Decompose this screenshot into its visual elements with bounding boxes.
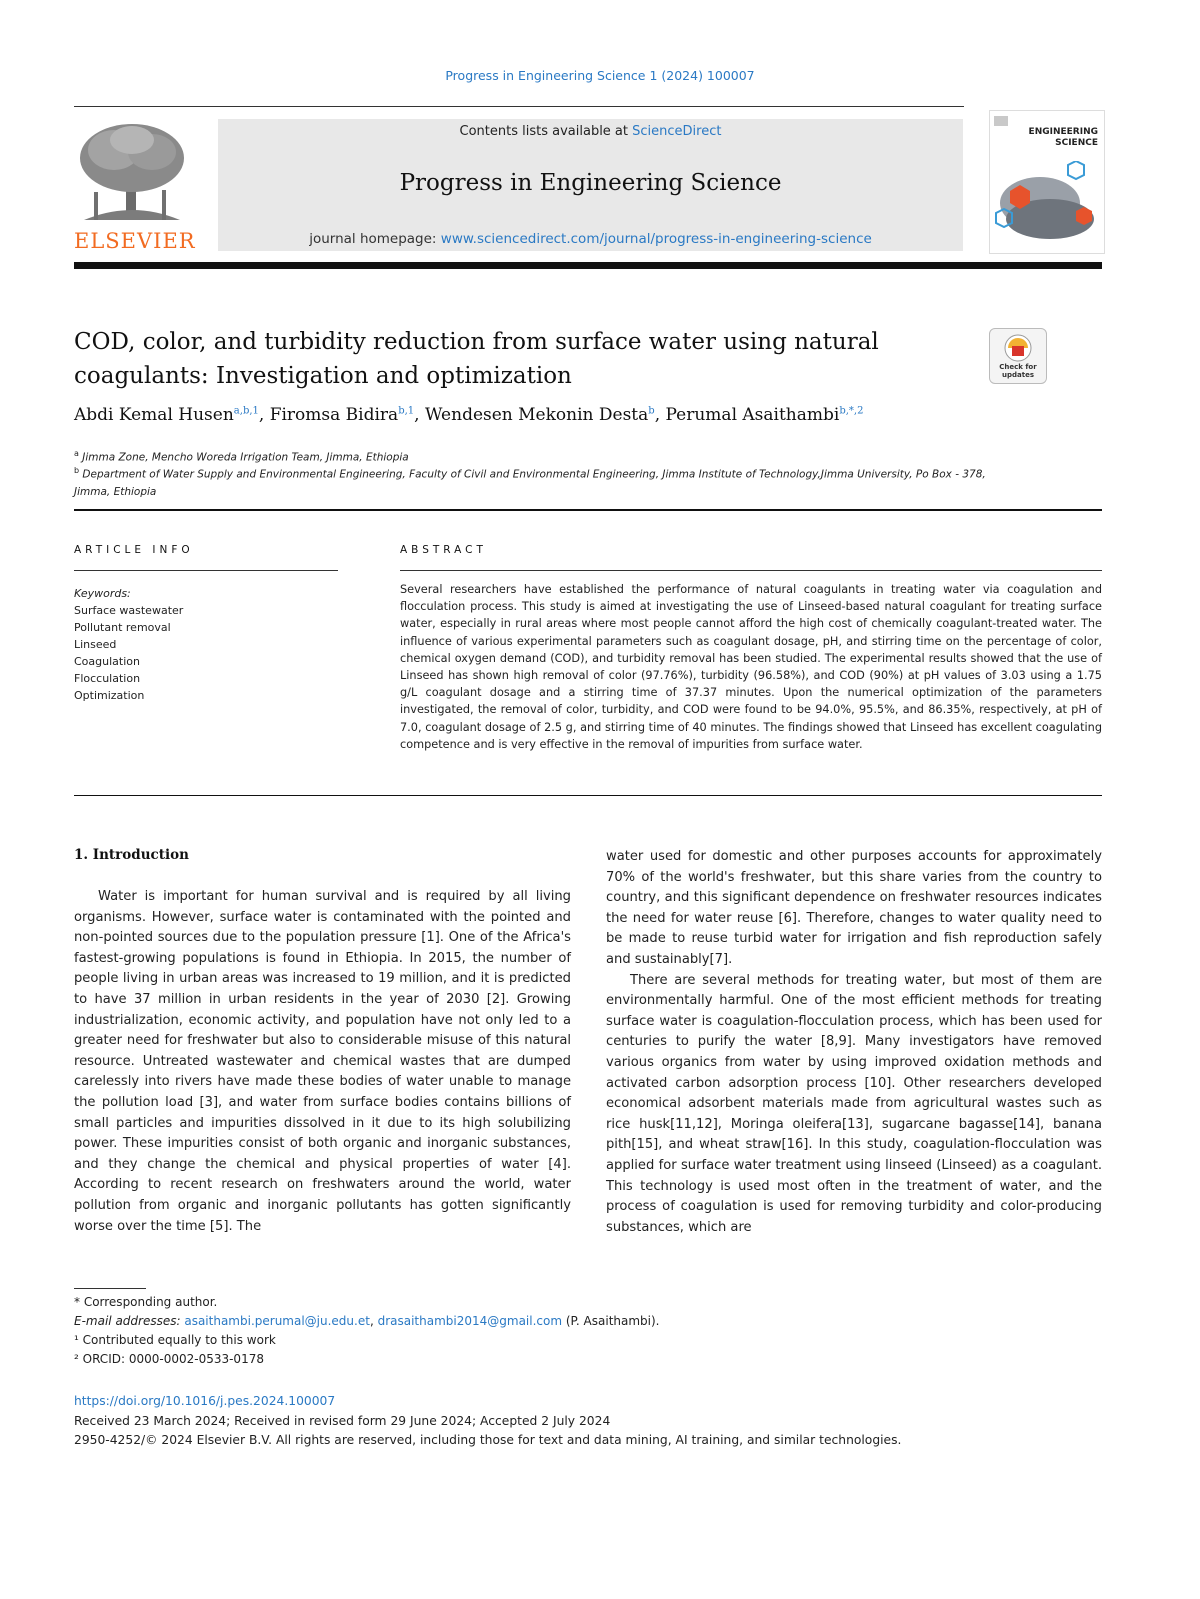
keyword: Optimization [74, 689, 145, 702]
affiliation-text: Department of Water Supply and Environmental Engineering, Faculty of Civil and Environmental Engineering, Jimma Institute of Technology,Jimma University, Po Box - 378, Jimma, Ethiopia [74, 468, 986, 498]
publisher-name: ELSEVIER [74, 229, 196, 253]
received-dates: Received 23 March 2024; Received in revised form 29 June 2024; Accepted 2 July 2024 [74, 1413, 611, 1428]
left-column [74, 887, 571, 1237]
doi-link[interactable]: https://doi.org/10.1016/j.pes.2024.100007 [74, 1394, 336, 1408]
body-paragraph: water used for domestic and other purposes accounts for approximately 70% of the world's freshwater, but this share varies from the country to country, and this significant dependence on freshwater resources indicates the need for water reuse [6]. Therefore, changes to water quality need to be made to reuse turbid water for irrigation and fish reproduction safely and sustainably[7]. [606, 849, 1102, 967]
body-paragraph: There are several methods for treating water, but most of them are environmentally harmful. One of the most efficient methods for treating surface water is coagulation-flocculation process, which has been used for centuries to purify the water [8,9]. Many investigators have removed various organics from water by using improved oxidation methods and activated carbon adsorption process [10]. Other researchers developed economical adsorbent materials made from agricultural wastes such as rice husk[11,12], Moringa oleifera[13], sugarcane bagasse[14], banana pith[15], and wheat straw[16]. In this study, coagulation-flocculation was applied for surface water treatment using linseed (Linseed) as a coagulant. This technology is used most often in the treatment of water, and the process of coagulation is used for removing turbidity and color-producing substances, which are [606, 972, 1102, 1235]
author-name[interactable]: Wendesen Mekonin Desta [424, 405, 649, 425]
cover-artwork [990, 161, 1104, 253]
abstract-bottom-rule [74, 795, 1102, 796]
masthead-rule [74, 262, 1102, 269]
article-title: COD, color, and turbidity reduction from surface water using natural coagulants: Investigation and optimization [74, 329, 879, 389]
email-suffix: (P. Asaithambi). [562, 1314, 660, 1328]
affiliation-text: Jimma Zone, Mencho Woreda Irrigation Team, Jimma, Ethiopia [82, 451, 409, 464]
crossmark-label: Check for updates [999, 363, 1037, 379]
author-affiliation-mark[interactable]: b,*,2 [839, 405, 864, 417]
author-list: Abdi Kemal Husen$^{a,b,1}$, Firomsa Bidira$^{b,1}$, Wendesen Mekonin Desta$^b$, Perumal Asaithambi$^{b,*,2}$ [74, 405, 864, 425]
email-separator: , [369, 1314, 378, 1328]
cover-title [1029, 127, 1098, 149]
keyword: Linseed [74, 638, 117, 651]
article-metadata [74, 1392, 1102, 1451]
right-column [606, 847, 1102, 1238]
abstract-text: Several researchers have established the performance of natural coagulants in treating water via coagulation and flocculation process. This study is aimed at investigating the use of Linseed-based natural coagulant for treating surface water, especially in rural areas where most people cannot afford the high cost of chemically coagulant-treated water. The influence of various experimental parameters such as coagulant dosage, pH, and stirring time on the percentage of color, chemical oxygen demand (COD), and turbidity removal has been studied. The experimental results showed that the use of Linseed has shown high removal of color (97.76%), turbidity (96.58%), and COD (90%) at pH values of 3.03 using a 1.75 g/L coagulant dosage and a stirring time of 37.37 minutes. Upon the numerical optimization of the parameters investigated, the removal of color, turbidity, and COD were found to be 94.0%, 95.5%, and 86.35%, respectively, at pH of 7.0, coagulant dosage of 2.5 g, and stirring time of 40 minutes. The findings showed that Linseed has excellent coagulating competence and is very effective in the removal of impurities from surface water. [400, 583, 1102, 751]
keyword: Coagulation [74, 655, 140, 668]
body-paragraph: Water is important for human survival and is required by all living organisms. However, surface water is contaminated with the pointed and non-pointed sources due to the population pressure [1]. One of the Africa's fastest-growing populations is found in Ethiopia. In 2015, the number of people living in urban areas was increased to 19 million, and it is predicted to have 37 million in urban residents in the year of 2030 [2]. Growing industrialization, economic activity, and population have not only led to a greater need for freshwater but also to considerable misuse of this natural resource. Untreated wastewater and chemical wastes that are dumped carelessly into rivers have made these bodies of water unable to manage the pollution load [3], and water from surface bodies contains billions of small particles and impurities dissolved in it due to its high solubilizing power. These impurities consist of both organic and inorganic substances, and they change the chemical and physical properties of water [4]. According to recent research on freshwaters around the world, water pollution from organic and inorganic pollutants has gotten significantly worse over the time [5]. The [74, 889, 571, 1234]
author-affiliation-mark[interactable]: b,1 [398, 405, 415, 417]
affiliation [74, 462, 994, 501]
keywords-label: Keywords: [74, 587, 131, 600]
sciencedirect-link[interactable]: ScienceDirect [632, 124, 722, 139]
keyword: Pollutant removal [74, 621, 171, 634]
email-link[interactable]: drasaithambi2014@gmail.com [377, 1314, 563, 1328]
cover-title-line1: ENGINEERING [1028, 127, 1098, 137]
section-heading-introduction: 1. Introduction [74, 847, 189, 863]
abstract-rule [400, 570, 1102, 571]
journal-homepage [218, 231, 963, 247]
article-info-rule [74, 570, 338, 571]
email-link[interactable]: asaithambi.perumal@ju.edu.et [184, 1314, 370, 1328]
author-name[interactable]: Perumal Asaithambi [665, 405, 840, 425]
elsevier-tree-logo [74, 120, 190, 228]
footnote-rule [74, 1288, 146, 1289]
cover-title-line2: SCIENCE [1055, 138, 1098, 148]
author-name[interactable]: Firomsa Bidira [269, 405, 399, 425]
footnotes [74, 1293, 774, 1369]
author-affiliation-mark[interactable]: a,b,1 [233, 405, 259, 417]
keywords-block [74, 585, 183, 704]
keyword: Flocculation [74, 672, 141, 685]
corresponding-author-note: * Corresponding author. [74, 1295, 218, 1309]
affiliation-mark: a [74, 449, 79, 458]
copyright-notice: 2950-4252/© 2024 Elsevier B.V. All rights are reserved, including those for text and data mining, AI training, and similar technologies. [74, 1433, 902, 1447]
email-label: E-mail addresses: [74, 1314, 185, 1328]
abstract-heading: ABSTRACT [400, 544, 487, 556]
equal-contribution-note: ¹ Contributed equally to this work [74, 1333, 276, 1347]
check-for-updates-badge[interactable] [989, 328, 1047, 384]
journal-citation[interactable]: Progress in Engineering Science 1 (2024) 100007 [445, 68, 755, 83]
author-affiliation-mark[interactable]: b [648, 405, 655, 417]
keyword: Surface wastewater [74, 604, 184, 617]
journal-cover[interactable] [989, 110, 1105, 254]
homepage-link[interactable]: www.sciencedirect.com/journal/progress-in-engineering-science [440, 231, 872, 247]
article-info-heading: ARTICLE INFO [74, 544, 194, 556]
cover-publisher-mark [994, 116, 1008, 126]
contents-line [218, 124, 963, 139]
contents-prefix: Contents lists available at [459, 124, 633, 139]
affiliation-mark: b [74, 466, 80, 475]
email-addresses [74, 1312, 774, 1331]
crossmark-icon [1004, 334, 1032, 362]
homepage-label: journal homepage: [309, 231, 441, 247]
orcid-note: ² ORCID: 0000-0002-0533-0178 [74, 1352, 264, 1366]
journal-title: Progress in Engineering Science [399, 170, 782, 196]
header-rule [74, 106, 964, 107]
section-rule [74, 509, 1102, 511]
author-name[interactable]: Abdi Kemal Husen [74, 405, 234, 425]
